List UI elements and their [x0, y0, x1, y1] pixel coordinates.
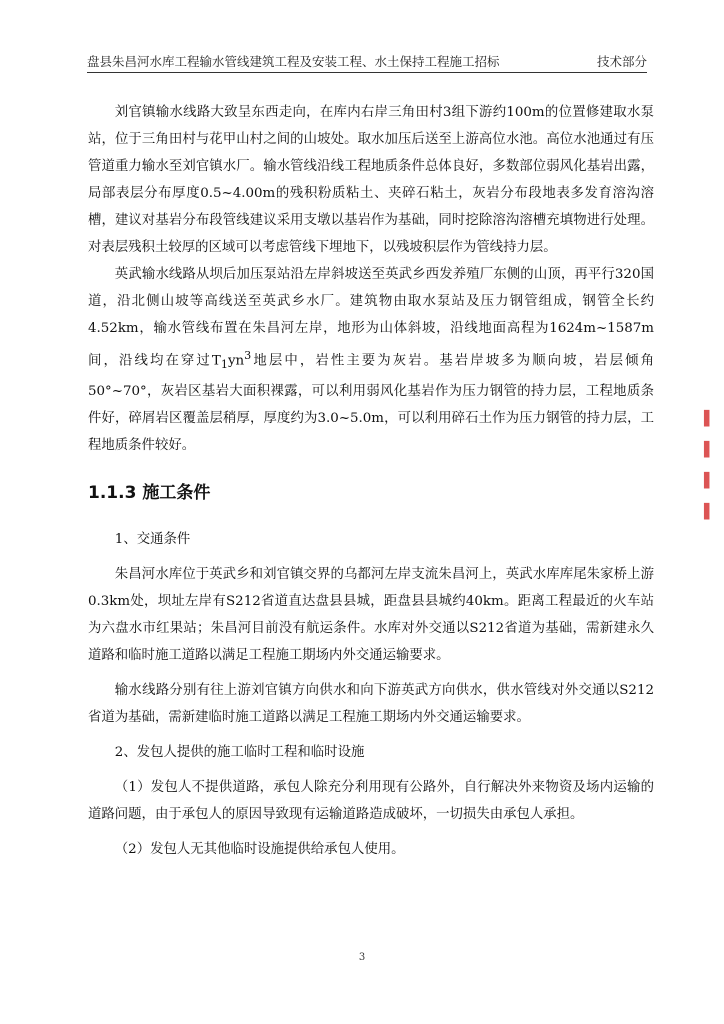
section-heading: 1.1.3 施工条件: [88, 483, 211, 504]
paragraph-roads: （1）发包人不提供道路，承包人除充分利用现有公路外，自行解决外来物资及场内运输的道路问题，由于承包人的原因导致现有运输道路造成破坏，一切损失由承包人承担。: [88, 780, 654, 823]
paragraph-pipeline-traffic: 输水线路分别有往上游刘官镇方向供水和向下游英武方向供水，供水管线对外交通以S212省道为基础，需新建临时施工道路以满足工程施工期场内外交通运输要求。: [88, 683, 654, 726]
paragraph-yingwu-text-c: 地层中，岩性主要为灰岩。基岩岸坡多为顺向坡，岩层倾角50°~70°，灰岩区基岩大面积裸露，可以利用弱风化基岩作为压力钢管的持力层，工程地质条件好，碎屑岩区覆盖层稍厚，厚度约为3.0~5.0m，可以利用碎石土作为压力钢管的持力层，工程地质条件较好。: [88, 353, 655, 454]
formation-name: yn: [227, 353, 245, 369]
paragraph-liuguan-route: 刘官镇输水线路大致呈东西走向，在库内右岸三角田村3组下游约100m的位置修建取水泵站，位于三角田村与花甲山村之间的山坡处。取水加压后送至上游高位水池。高位水池通过有压管道重力输水至刘官镇水厂。输水管线沿线工程地质条件总体良好，多数部位弱风化基岩出露，局部表层分布厚度0.5~4.00m的残积粉质粘土、夹碎石粘土，灰岩分布段地表多发育溶沟溶槽，建议对基岩分布段管线建议采用支墩以基岩作为基础，同时挖除溶沟溶槽充填物进行处理。对表层残积土较厚的区域可以考虑管线下埋地下，以残坡积层作为管线持力层。: [88, 105, 654, 255]
formation-superscript: 3: [244, 349, 252, 362]
header-divider: [87, 72, 647, 73]
page-header: [87, 50, 647, 70]
red-seal-mark: ▌ ▌ ▌ ▌: [704, 411, 715, 520]
formation-subscript: 1: [220, 358, 228, 372]
item-traffic-heading: 1、交通条件: [114, 532, 191, 548]
item-temporary-works-heading: 2、发包人提供的施工临时工程和临时设施: [114, 745, 365, 761]
paragraph-yingwu-route: [88, 261, 654, 459]
paragraph-reservoir-traffic: 朱昌河水库位于英武乡和刘官镇交界的乌都河左岸支流朱昌河上，英武水库库尾朱家桥上游0.3km处，坝址左岸有S212省道直达盘县县城，距盘县县城约40km。距离工程最近的火车站为六盘水市红果站；朱昌河目前没有航运条件。水库对外交通以S212省道为基础，需新建永久道路和临时施工道路以满足工程施工期场内外交通运输要求。: [88, 567, 654, 664]
paragraph-yingwu-text-a: 英武输水线路从坝后加压泵站沿左岸斜坡送至英武乡西发养殖厂东侧的山顶，再平行320国道，沿北侧山坡等高线送至英武乡水厂。建筑物由取水泵站及压力钢管组成，钢管全长约4.52km，输水管线布置在朱昌河左岸，地形为山体斜坡，沿线地面高程为1624m~1587m间，沿线均在穿过T: [88, 267, 654, 369]
page-number: 3: [358, 952, 366, 963]
header-section: 技术部分: [596, 54, 647, 69]
document-body: [88, 99, 654, 863]
paragraph-facilities: （2）发包人无其他临时设施提供给承包人使用。: [114, 842, 405, 858]
header-title: 盘县朱昌河水库工程输水管线建筑工程及安装工程、水土保持工程施工招标: [87, 54, 500, 69]
